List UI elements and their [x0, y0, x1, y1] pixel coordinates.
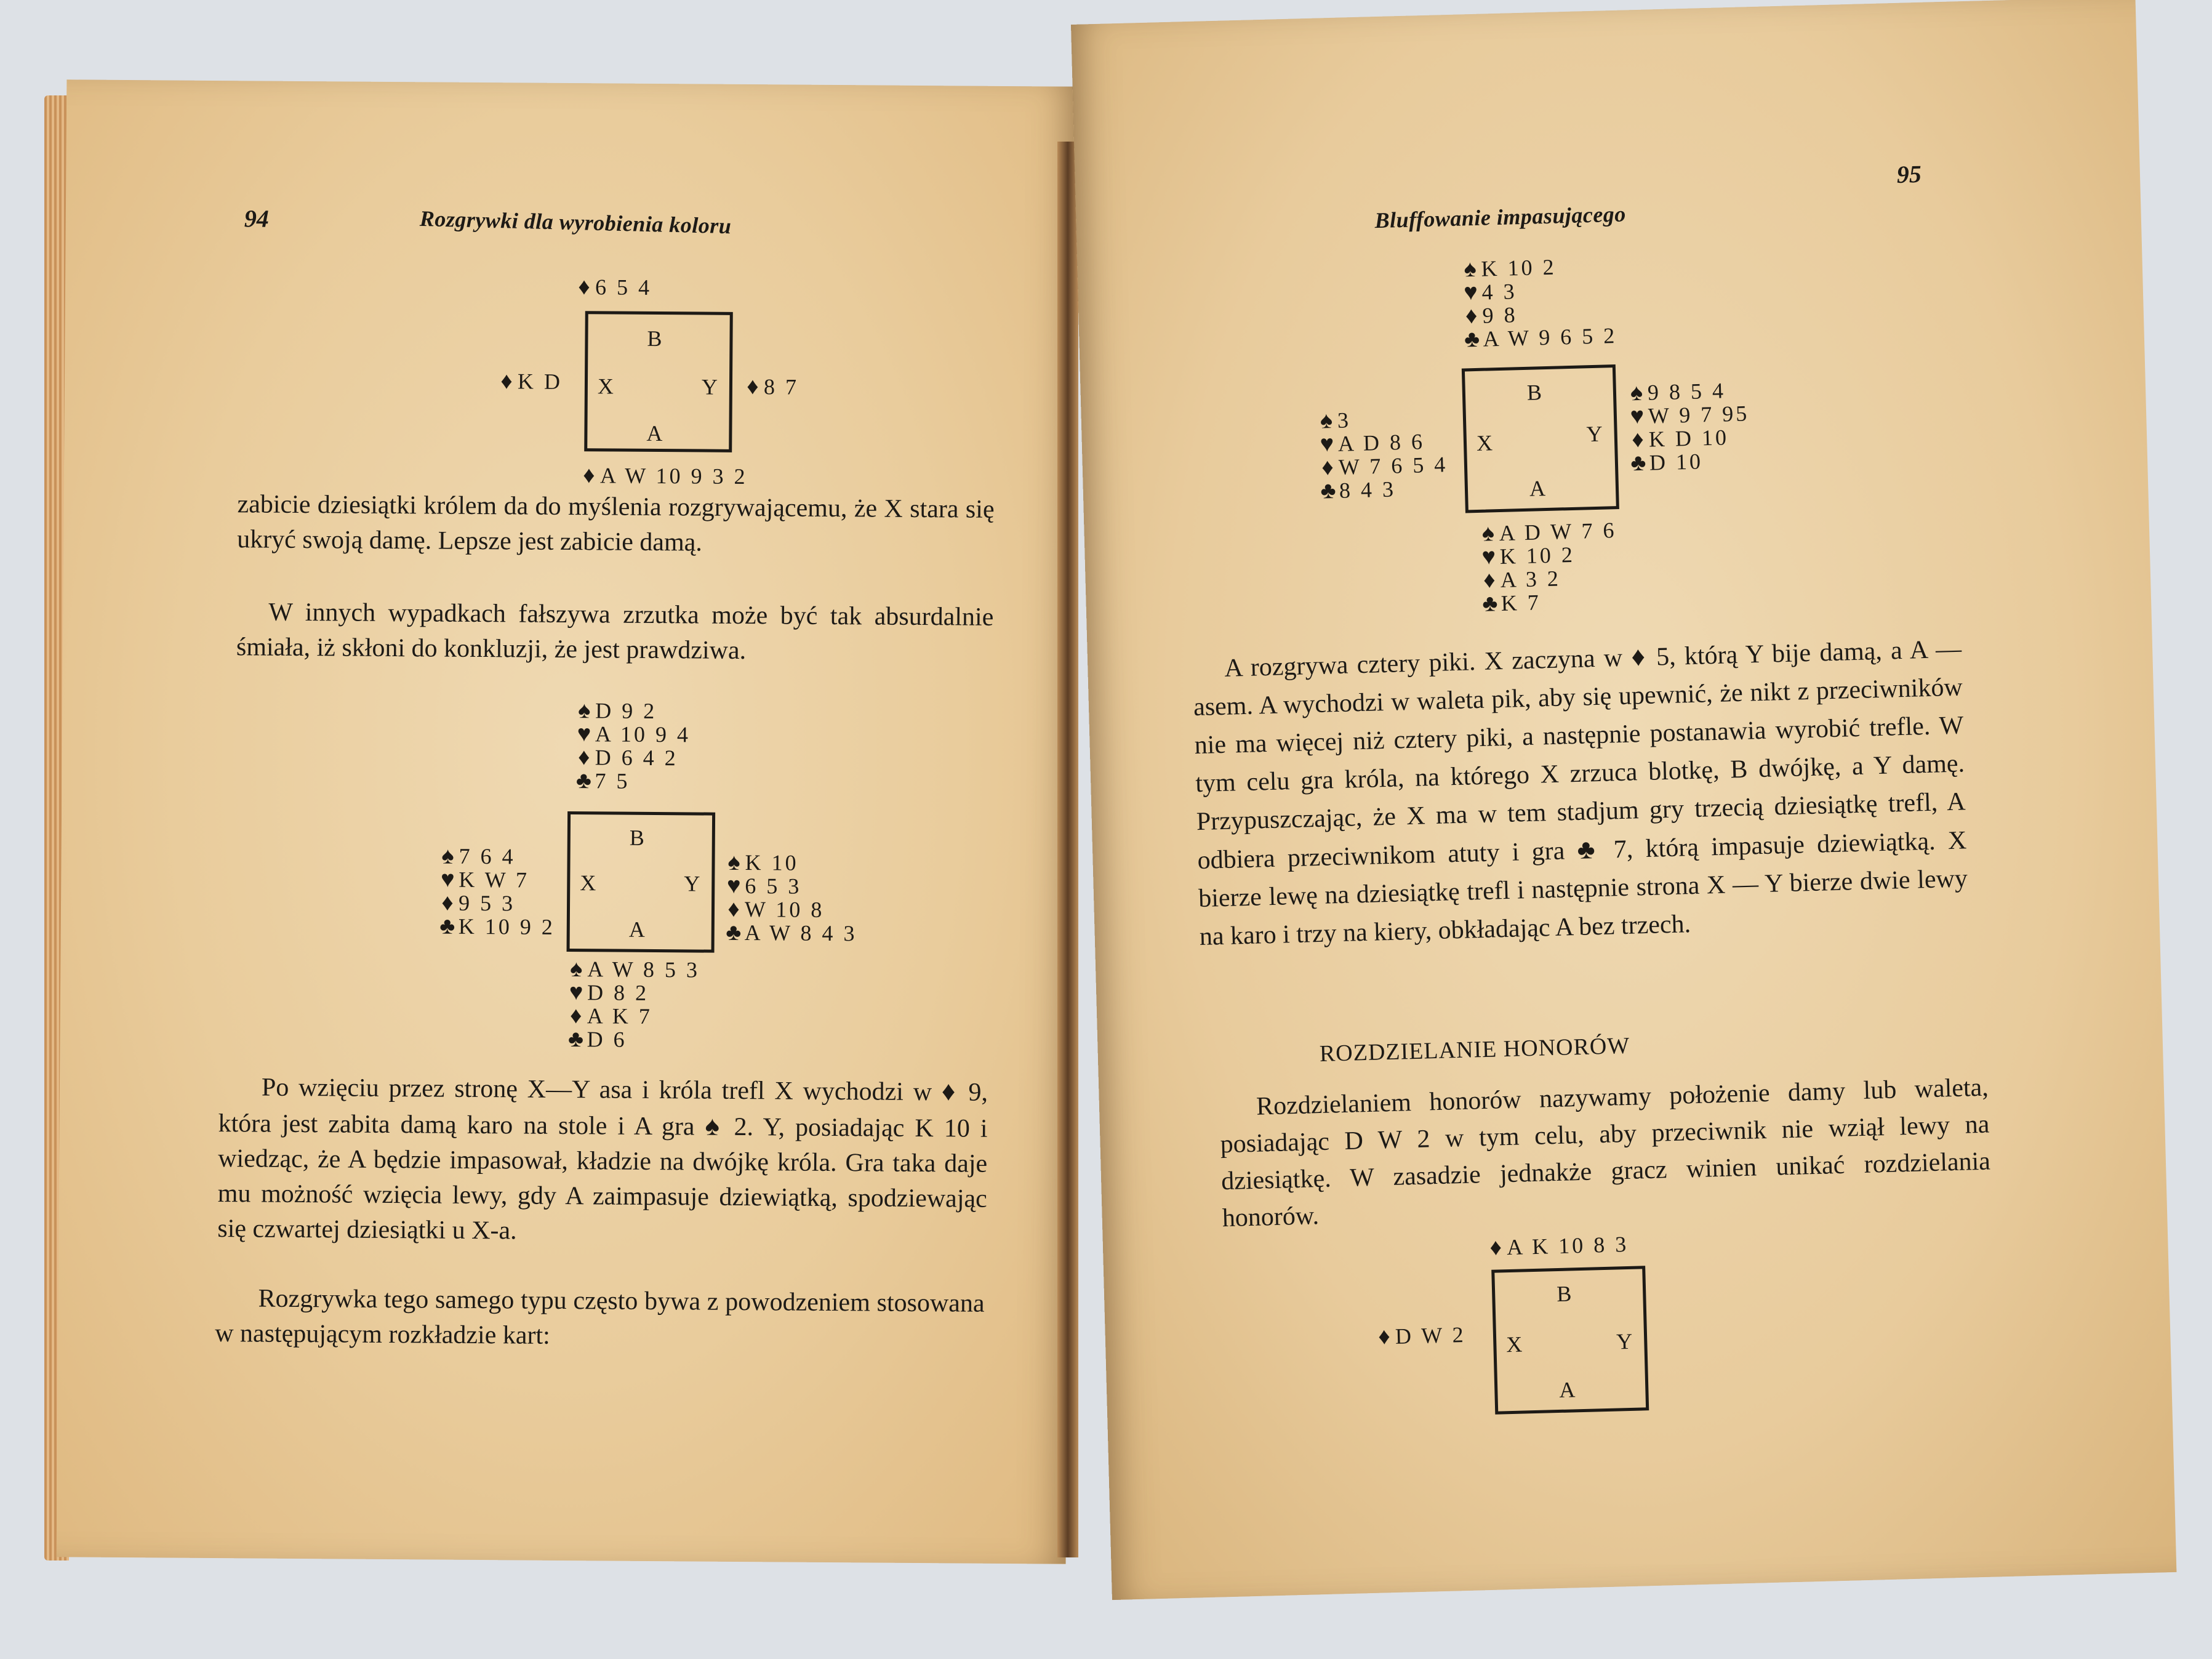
diamond-icon: ♦ [578, 274, 590, 300]
cards: A K 10 8 3 [1506, 1231, 1629, 1260]
cards: W 7 6 5 4 [1338, 452, 1448, 480]
cards: A W 8 5 3 [587, 957, 700, 982]
hand-east [742, 375, 799, 399]
cards: 9 8 5 4 [1647, 378, 1726, 405]
cards: K 10 2 [1499, 542, 1576, 569]
cards: K D 10 [1648, 425, 1729, 452]
hand-north [1459, 254, 1617, 351]
table-box [567, 811, 716, 953]
section-heading: ROZDZIELANIE HONORÓW [1319, 1032, 1630, 1067]
spade-icon: ♠ [578, 697, 591, 724]
running-head: Bluffowanie impasującego [1374, 201, 1627, 233]
heart-icon: ♥ [577, 721, 591, 747]
cards: 6 5 4 [595, 275, 652, 300]
heart-icon: ♥ [1630, 403, 1645, 430]
spade-icon: ♠ [727, 849, 740, 875]
spade-icon: ♠ [570, 956, 583, 982]
paragraph: Rozgrywka tego samego typu często bywa z powodzeniem stosowana w następującym rozkładzie kart: [215, 1284, 985, 1350]
cards: W 10 8 [744, 897, 825, 922]
hand-east [723, 851, 858, 946]
hand-south [564, 957, 700, 1052]
diamond-icon: ♦ [577, 744, 590, 771]
hand-east [1625, 378, 1750, 475]
hand-west [436, 845, 556, 939]
book-spine [1057, 142, 1078, 1557]
spade-icon: ♠ [1630, 379, 1643, 406]
cards: D 6 [587, 1027, 627, 1052]
cards: 7 6 4 [459, 843, 516, 869]
cards: K 10 [745, 850, 799, 875]
seat-west: X [580, 870, 596, 896]
hand-west [1315, 406, 1448, 503]
seat-south: A [1558, 1377, 1576, 1402]
diamond-icon: ♦ [747, 374, 759, 400]
cards: 9 8 [1482, 302, 1518, 328]
cards: W 9 7 95 [1648, 401, 1750, 428]
suit-row [573, 275, 652, 299]
cards: 6 5 3 [745, 874, 802, 899]
heart-icon: ♥ [440, 866, 455, 893]
seat-south: A [628, 917, 645, 942]
seat-south: A [1529, 476, 1546, 501]
club-icon: ♣ [439, 913, 455, 939]
spade-icon: ♠ [1481, 520, 1495, 547]
cards: D 6 4 2 [595, 745, 678, 771]
seat-south: A [646, 420, 663, 446]
page-number: 94 [244, 204, 269, 233]
hand-south [1477, 518, 1619, 616]
table-box [1491, 1266, 1649, 1414]
hand-south [578, 464, 748, 488]
diamond-icon: ♦ [441, 890, 454, 916]
cards: A 10 9 4 [595, 721, 691, 747]
club-icon: ♣ [1464, 326, 1480, 353]
spade-icon: ♠ [1320, 408, 1333, 434]
cards: 3 [1337, 408, 1352, 433]
club-icon: ♣ [1577, 834, 1602, 865]
seat-north: B [629, 825, 644, 850]
diamond-icon: ♦ [500, 368, 513, 395]
club-icon: ♣ [726, 919, 742, 946]
cards: D W 2 [1395, 1322, 1467, 1349]
seat-north: B [647, 326, 662, 351]
cards: A W 10 9 3 2 [599, 463, 748, 489]
cards: D 10 [1649, 449, 1704, 475]
seat-east: Y [1586, 421, 1603, 447]
paragraph: Po wzięciu przez stronę X—Y asa i króla trefl X wychodzi w ♦ 9, która jest zabita damą karo na stole i A gra ♠ 2. Y, posiadając K 10 i wiedząc, że A będzie impasował, kładzie na dwójkę króla. Gra taka daje mu możność wzięcia lewy, gdy A zaimpasuje dziewiątką, spodziewając się czwartej dziesiątki u X-a. [217, 1073, 988, 1245]
cards: A W 8 4 3 [744, 920, 857, 946]
hand-north [1485, 1232, 1629, 1259]
hand-west [1372, 1323, 1466, 1349]
seat-north: B [1556, 1281, 1572, 1307]
cards: K 7 [1501, 590, 1542, 616]
heart-icon: ♥ [1463, 279, 1478, 306]
cards: K D [517, 369, 563, 394]
diamond-icon: ♦ [1630, 641, 1648, 672]
diamond-icon: ♦ [1465, 302, 1478, 329]
hand-north [573, 275, 652, 299]
seat-east: Y [701, 374, 718, 400]
paragraph: zabicie dziesiątki królem da do myślenia rozgrywającemu, że X stara się ukryć swoją damę. Lepsze jest zabicie damą. [237, 490, 995, 557]
page-number: 95 [1896, 159, 1922, 188]
cards: A 3 2 [1500, 566, 1561, 593]
heart-icon: ♥ [569, 979, 583, 1006]
diamond-icon: ♦ [1483, 567, 1496, 593]
hand-west [495, 369, 563, 393]
bridge-diagram-1 [1311, 249, 1813, 631]
hand-north [572, 699, 691, 793]
paragraph: W innych wypadkach fałszywa zrzutka może być tak absurdalnie śmiała, iż skłoni do konkluzji, że jest prawdziwa. [236, 598, 994, 665]
bridge-diagram-2 [349, 697, 905, 1071]
club-icon: ♣ [1481, 590, 1498, 617]
cards: A K 7 [587, 1003, 652, 1029]
cards: A D 8 6 [1337, 429, 1425, 456]
right-page [1071, 0, 2176, 1600]
cards: 7 5 [595, 768, 630, 793]
cards: D 9 2 [595, 698, 657, 724]
left-page [57, 79, 1076, 1564]
cards: K 10 2 [1481, 254, 1557, 281]
diamond-icon: ♦ [583, 462, 595, 489]
running-head: Rozgrywki dla wyrobienia koloru [419, 206, 732, 239]
seat-east: Y [1616, 1328, 1633, 1354]
cards: 8 7 [763, 374, 799, 400]
club-icon: ♣ [567, 1026, 584, 1053]
paragraph: A rozgrywa cztery piki. X zaczyna w ♦ 5, którą Y bije damą, a A — asem. A wychodzi w waleta pik, aby się upewnić, że nikt z przeciwników nie ma więcej niż cztery piki, a następnie postanawia wyrobić trefle. W tym celu gra króla, na którego X zrzuca blotkę, B dwójkę, a Y damę. Przypuszczając, że X ma w tem stadjum gry trzecią dziesiątkę trefl, A odbiera przeciwnikom atuty i gra ♣ 7, którą impasuje dziewiątką. X bierze lewę na dziesiątkę trefl i następnie strona X — Y bierze dwie lewy na karo i trzy na kiery, obkładając A bez trzech. [1193, 635, 1968, 952]
diamond-icon: ♦ [1321, 454, 1334, 481]
cards: A D W 7 6 [1499, 518, 1617, 546]
spade-icon: ♠ [441, 843, 454, 869]
club-icon: ♣ [575, 768, 592, 794]
cards: A W 9 6 5 2 [1483, 323, 1617, 351]
seat-west: X [1476, 430, 1493, 456]
club-icon: ♣ [1320, 477, 1336, 504]
cards: 4 3 [1481, 279, 1518, 305]
spade-icon: ♠ [705, 1111, 724, 1141]
diamond-icon: ♦ [727, 896, 740, 922]
heart-icon: ♥ [726, 872, 741, 899]
seat-east: Y [684, 871, 700, 896]
heart-icon: ♥ [1481, 544, 1496, 570]
paragraph: Rozdzielaniem honorów nazywamy położenie damy lub waleta, posiadając D W 2 w tym celu, aby przeciwnik nie wziął lewy na dziesiątkę. W zasadzie jednakże gracz winien unikać rozdzielania honorów. [1220, 1073, 1991, 1233]
diamond-icon: ♦ [1377, 1324, 1391, 1350]
diamond-icon: ♦ [569, 1003, 582, 1029]
seat-north: B [1526, 380, 1542, 405]
cards: 8 4 3 [1339, 476, 1397, 503]
diamond-icon: ♦ [941, 1076, 959, 1107]
seat-west: X [597, 374, 614, 399]
cards: K W 7 [459, 867, 530, 893]
spade-icon: ♠ [1463, 255, 1477, 283]
cards: D 8 2 [587, 980, 649, 1005]
club-icon: ♣ [1630, 449, 1646, 476]
diamond-icon: ♦ [1489, 1234, 1502, 1261]
table-box [584, 311, 733, 452]
cards: K 10 9 2 [458, 914, 555, 939]
diamond-icon: ♦ [1631, 426, 1645, 453]
bridge-diagram-2 [1337, 1229, 1773, 1443]
cards: 9 5 3 [458, 890, 516, 916]
seat-west: X [1505, 1332, 1523, 1357]
heart-icon: ♥ [1320, 431, 1334, 457]
table-box [1462, 364, 1619, 513]
